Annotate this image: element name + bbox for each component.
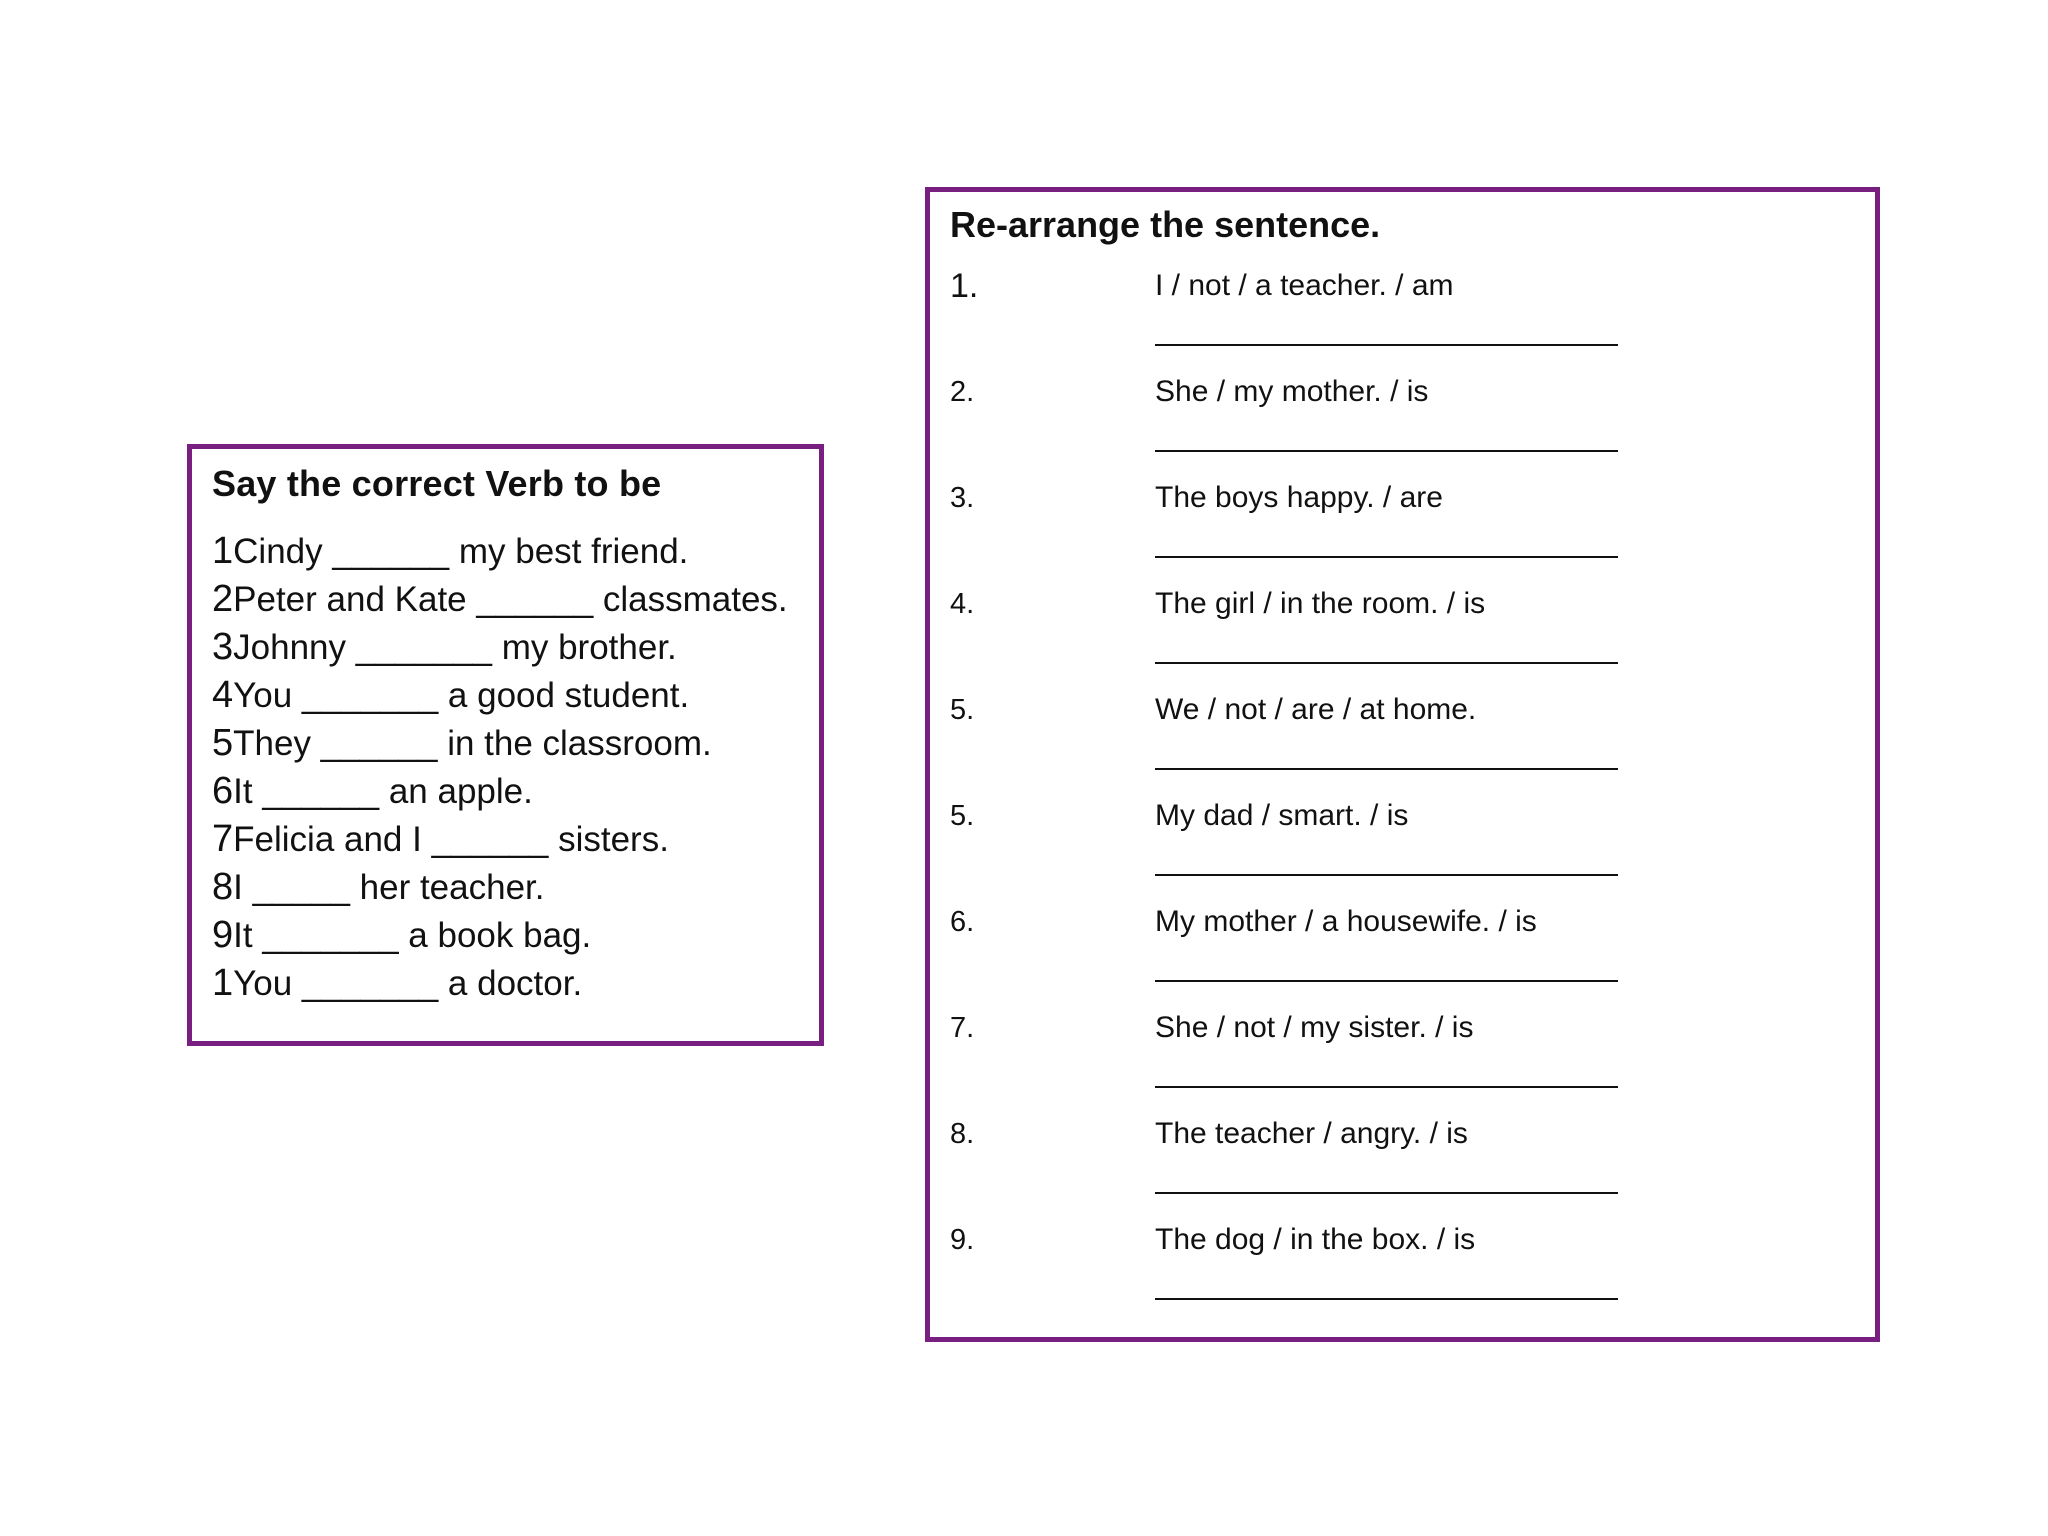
item-number: 9 xyxy=(212,914,234,956)
item-text: You _______ a good student. xyxy=(233,676,690,715)
item-prompt: The boys happy. / are xyxy=(1155,481,1443,514)
rearrange-item xyxy=(950,584,1850,689)
item-text: Cindy ______ my best friend. xyxy=(233,532,689,571)
item-prompt: The dog / in the box. / is xyxy=(1155,1223,1476,1256)
item-text: It _______ a book bag. xyxy=(233,916,592,955)
item-number: 1 xyxy=(212,530,234,572)
answer-line xyxy=(1155,1086,1618,1088)
item-number: 6. xyxy=(950,906,975,938)
verb-item xyxy=(212,671,788,719)
item-number: 5 xyxy=(212,722,234,764)
item-number: 8 xyxy=(212,866,234,908)
answer-line xyxy=(1155,1298,1618,1300)
item-text: You _______ a doctor. xyxy=(233,964,583,1003)
verb-to-be-list xyxy=(212,527,788,1007)
verb-item xyxy=(212,575,788,623)
verb-item xyxy=(212,623,788,671)
item-number: 5. xyxy=(950,694,975,726)
item-number: 6 xyxy=(212,770,234,812)
item-number: 4. xyxy=(950,588,975,620)
answer-line xyxy=(1155,874,1618,876)
item-prompt: My mother / a housewife. / is xyxy=(1155,905,1537,938)
verb-item xyxy=(212,815,788,863)
item-number: 1. xyxy=(950,267,979,305)
answer-line xyxy=(1155,556,1618,558)
rearrange-item xyxy=(950,902,1850,1007)
rearrange-item xyxy=(950,1008,1850,1113)
item-prompt: My dad / smart. / is xyxy=(1155,799,1409,832)
item-text: They ______ in the classroom. xyxy=(233,724,712,763)
item-text: It ______ an apple. xyxy=(233,772,533,811)
item-prompt: She / my mother. / is xyxy=(1155,375,1429,408)
answer-line xyxy=(1155,768,1618,770)
answer-line xyxy=(1155,1192,1618,1194)
rearrange-item xyxy=(950,690,1850,795)
item-number: 3 xyxy=(212,626,234,668)
answer-line xyxy=(1155,662,1618,664)
item-number: 2 xyxy=(212,578,234,620)
item-number: 7. xyxy=(950,1012,975,1044)
rearrange-item xyxy=(950,1220,1850,1325)
item-number: 2. xyxy=(950,376,975,408)
item-text: Peter and Kate ______ classmates. xyxy=(233,580,788,619)
item-prompt: The teacher / angry. / is xyxy=(1155,1117,1468,1150)
item-text: Johnny _______ my brother. xyxy=(233,628,677,667)
verb-item xyxy=(212,527,788,575)
verb-to-be-box xyxy=(187,444,824,1046)
verb-to-be-title: Say the correct Verb to be xyxy=(212,463,662,504)
rearrange-item xyxy=(950,796,1850,901)
item-number: 8. xyxy=(950,1118,975,1150)
item-number: 1 xyxy=(212,962,234,1004)
answer-line xyxy=(1155,450,1618,452)
verb-item xyxy=(212,959,788,1007)
item-prompt: The girl / in the room. / is xyxy=(1155,587,1486,620)
item-prompt: We / not / are / at home. xyxy=(1155,693,1477,726)
item-prompt: She / not / my sister. / is xyxy=(1155,1011,1474,1044)
rearrange-item xyxy=(950,478,1850,583)
verb-item xyxy=(212,767,788,815)
item-text: Felicia and I ______ sisters. xyxy=(233,820,669,859)
item-text: I _____ her teacher. xyxy=(233,868,545,907)
item-number: 4 xyxy=(212,674,234,716)
rearrange-item xyxy=(950,266,1850,371)
answer-line xyxy=(1155,980,1618,982)
item-number: 5. xyxy=(950,800,975,832)
rearrange-item xyxy=(950,372,1850,477)
rearrange-box xyxy=(925,187,1880,1342)
item-number: 9. xyxy=(950,1224,975,1256)
answer-line xyxy=(1155,344,1618,346)
verb-item xyxy=(212,863,788,911)
item-number: 7 xyxy=(212,818,234,860)
verb-item xyxy=(212,719,788,767)
item-prompt: I / not / a teacher. / am xyxy=(1155,269,1454,302)
verb-item xyxy=(212,911,788,959)
item-number: 3. xyxy=(950,482,975,514)
rearrange-item xyxy=(950,1114,1850,1219)
rearrange-title: Re-arrange the sentence. xyxy=(950,204,1381,245)
